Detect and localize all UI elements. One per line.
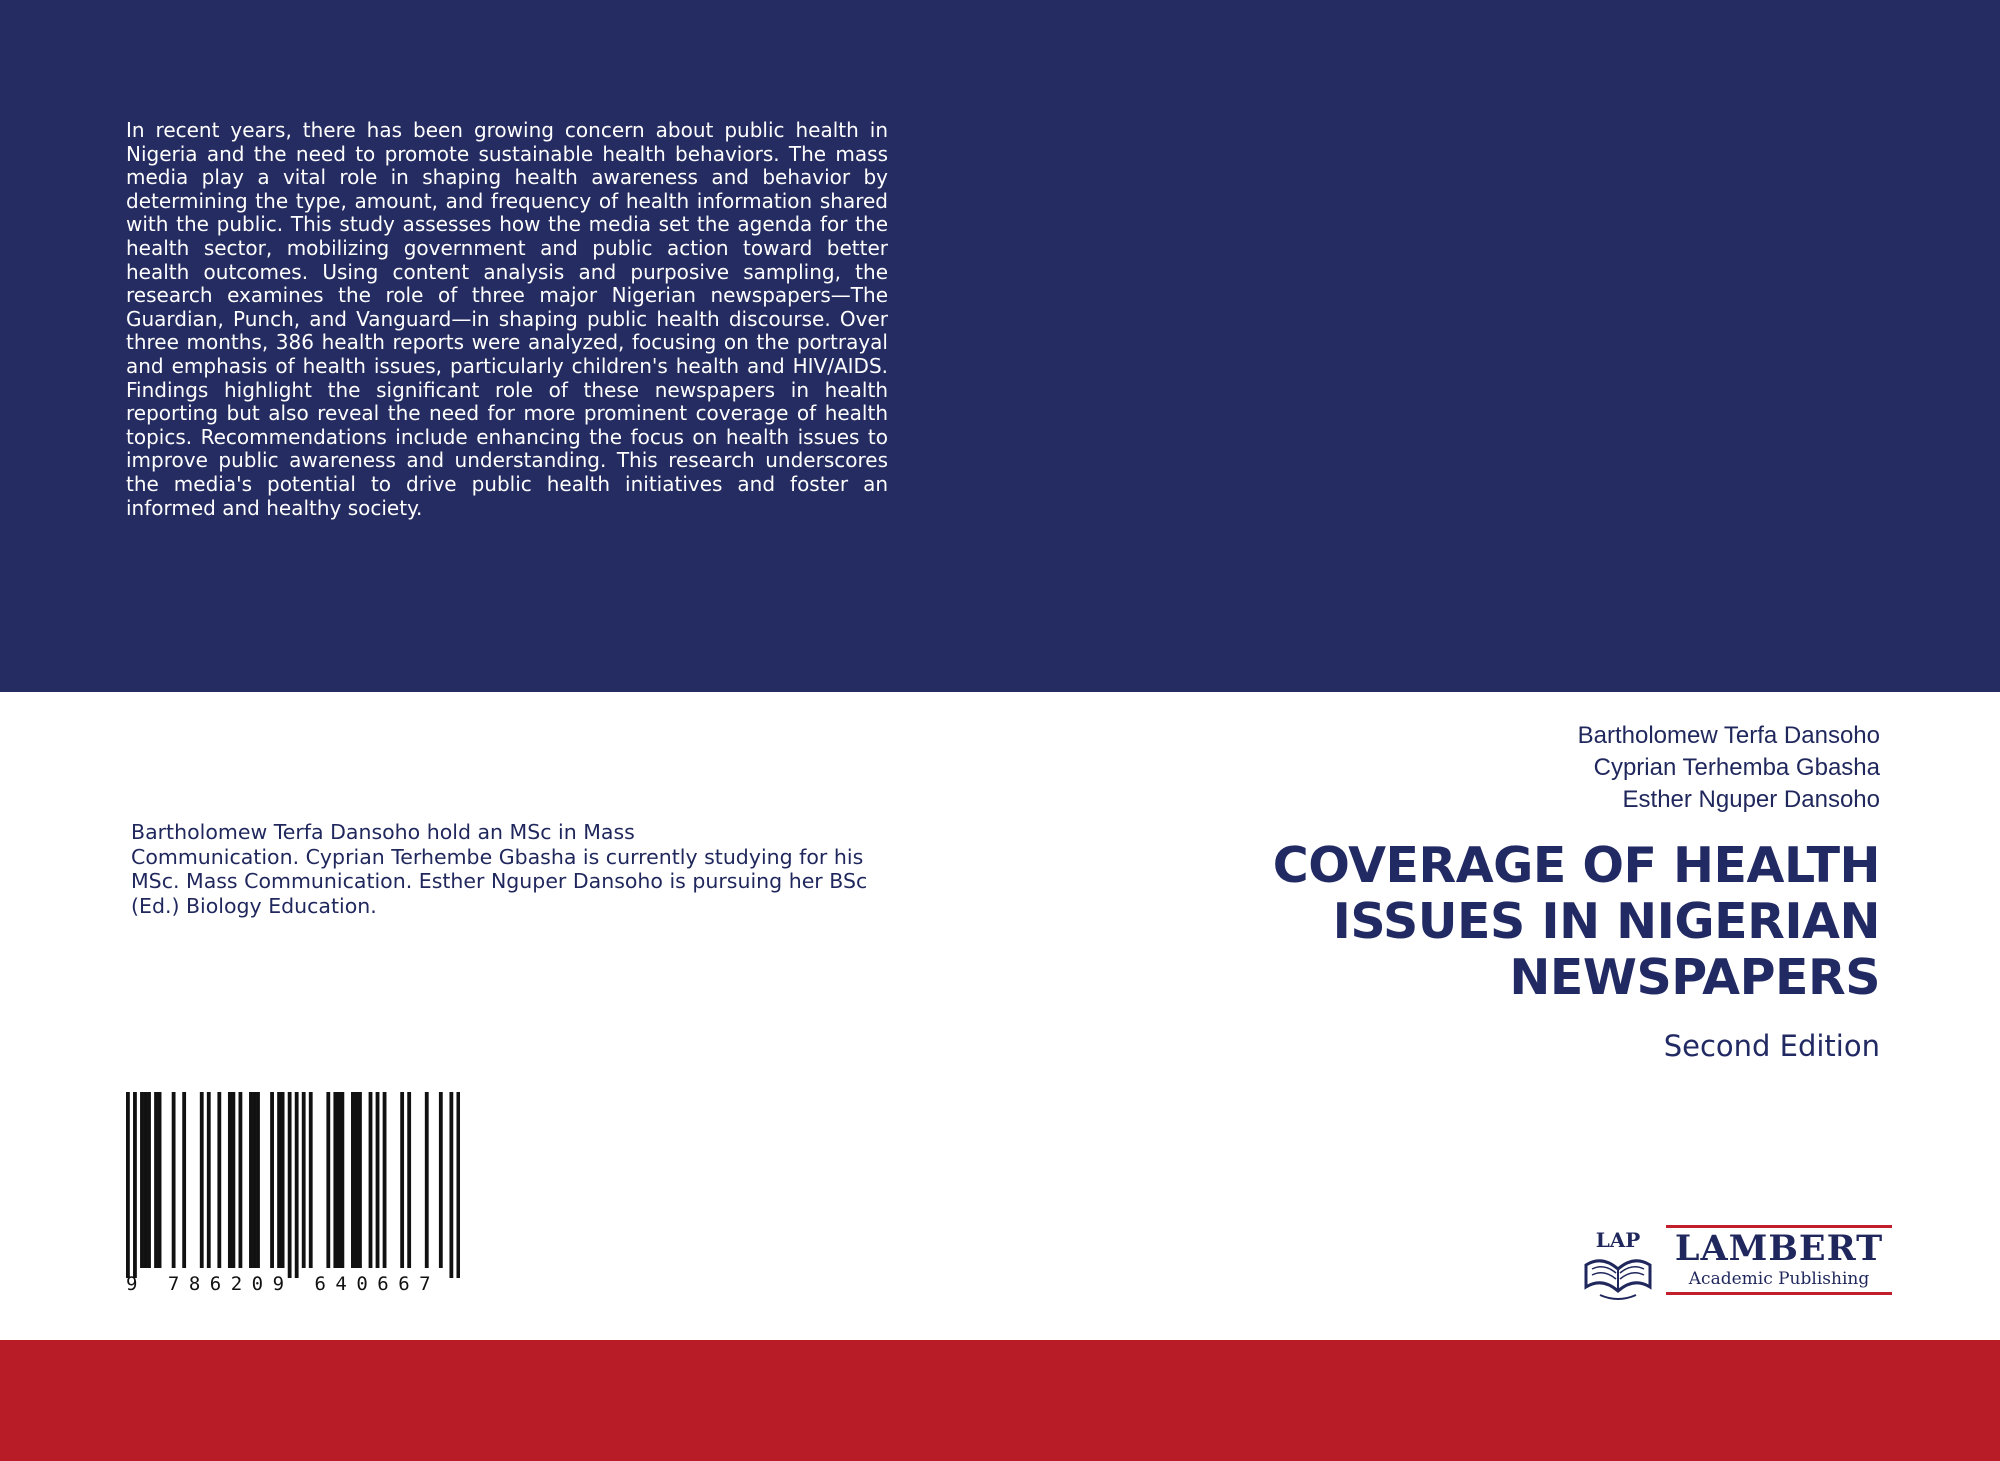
book-title-line: COVERAGE OF HEALTH [1272, 837, 1880, 894]
publisher-tagline: Academic Publishing [1688, 1269, 1870, 1289]
barcode-bar [383, 1092, 387, 1268]
barcode-bar [182, 1092, 186, 1268]
barcode-bar [217, 1092, 221, 1268]
barcode-bar [400, 1092, 404, 1268]
barcode-bar [407, 1092, 411, 1268]
author-bio-line: Communication. Cyprian Terhembe Gbasha is currently studying for his [131, 844, 864, 869]
publisher-name: LAMBERT [1674, 1228, 1884, 1269]
bottom-red-band [0, 1340, 2000, 1461]
author-bio [131, 820, 891, 918]
barcode-bar [337, 1092, 341, 1268]
open-book-icon [1578, 1225, 1658, 1303]
barcode-bar [449, 1092, 453, 1278]
barcode-bar [249, 1092, 253, 1268]
barcode-bar [140, 1092, 144, 1268]
barcode-bar [302, 1092, 306, 1268]
logo-rule-bottom [1666, 1292, 1892, 1295]
barcode-bar [144, 1092, 148, 1268]
barcode-bar [154, 1092, 158, 1268]
isbn-barcode [126, 1092, 460, 1304]
barcode-bar [239, 1092, 243, 1268]
author-name: Cyprian Terhemba Gbasha [1593, 754, 1880, 781]
barcode-bar [253, 1092, 257, 1268]
barcode-bar [333, 1092, 337, 1268]
author-bio-line: (Ed.) Biology Education. [131, 893, 377, 918]
author-list [1180, 720, 1880, 816]
barcode-bar [281, 1092, 285, 1268]
barcode-icon [126, 1092, 460, 1278]
barcode-bar [358, 1092, 362, 1268]
publisher-logo [1578, 1225, 1890, 1303]
publisher-mark-text: LAP [1595, 1228, 1641, 1252]
barcode-bar [309, 1092, 313, 1268]
barcode-bar [326, 1092, 330, 1268]
barcode-bar [376, 1092, 380, 1268]
barcode-bar [288, 1092, 292, 1278]
barcode-bar [456, 1092, 460, 1278]
book-title [1120, 838, 1880, 1006]
isbn-digits: 9 786209 640667 [126, 1273, 441, 1295]
barcode-bar [295, 1092, 299, 1278]
back-cover-blurb: In recent years, there has been growing concern about public health in Nigeria and the need to promote sustainable health behaviors. The mass media play a vital role in shaping health awareness and behavior by determining the type, amount, and frequency of health information shared with the public. This study assesses how the media set the agenda for the health sector, mobilizing government and public action toward better health outcomes. Using content analysis and purposive sampling, the research examines the role of three major Nigerian newspapers—The Guardian, Punch, and Vanguard—in shaping public health discourse. Over three months, 386 health reports were analyzed, focusing on the portrayal and emphasis of health issues, particularly children's health and HIV/AIDS. Findings highlight the significant role of these newspapers in health reporting but also reveal the need for more prominent coverage of health topics. Recommendations include enhancing the focus on health issues to improve public awareness and understanding. This research underscores the media's potential to drive public health initiatives and foster an informed and healthy society. [126, 118, 888, 520]
barcode-bar [158, 1092, 162, 1268]
barcode-bar [270, 1092, 274, 1268]
edition-label: Second Edition [1663, 1029, 1880, 1063]
barcode-bar [277, 1092, 281, 1268]
barcode-bar [200, 1092, 204, 1268]
book-title-line: NEWSPAPERS [1509, 949, 1880, 1006]
barcode-bar [355, 1092, 359, 1268]
barcode-bar [133, 1092, 137, 1278]
book-title-line: ISSUES IN NIGERIAN [1332, 893, 1880, 950]
author-name: Bartholomew Terfa Dansoho [1577, 722, 1880, 749]
barcode-bar [369, 1092, 373, 1268]
barcode-bar [439, 1092, 443, 1268]
barcode-bar [172, 1092, 176, 1268]
author-name: Esther Nguper Dansoho [1622, 786, 1880, 813]
author-bio-line: Bartholomew Terfa Dansoho hold an MSc in Mass [131, 820, 635, 844]
author-bio-line: MSc. Mass Communication. Esther Nguper Dansoho is pursuing her BSc [131, 869, 868, 894]
barcode-bar [228, 1092, 232, 1268]
barcode-bar [425, 1092, 429, 1268]
barcode-bar [147, 1092, 151, 1268]
barcode-bar [126, 1092, 130, 1278]
barcode-bar [340, 1092, 344, 1268]
barcode-bar [231, 1092, 235, 1268]
barcode-bar [207, 1092, 211, 1268]
barcode-bar [351, 1092, 355, 1268]
barcode-bar [256, 1092, 260, 1268]
